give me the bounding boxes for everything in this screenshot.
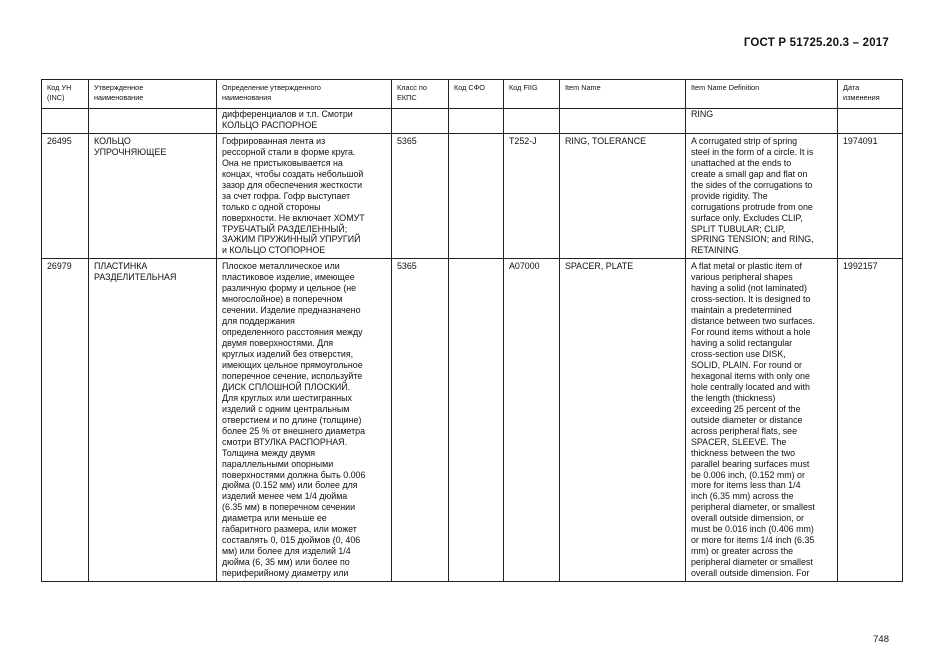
- cell-item-name: SPACER, PLATE: [560, 259, 686, 582]
- cell-definition-en: A flat metal or plastic item of various peripheral shapes having a solid (not laminated) cross-section. It is designed to maintain a predetermined distance between two surfaces. For round items without a hole having a solid rectangular cross-section use DISK, SOLID, PLAIN. For round or hexagonal items with only one hole centrally located and with the length (thickness) exceeding 25 percent of the outside diameter or distance across peripheral flats, see SPACER, SLEEVE. The thickness between the two parallel bearing surfaces must be 0.006 inch, (0.152 mm) or more for items less than 1/4 inch (6.35 mm) across the peripheral diameter, or smallest overall outside dimension, or must be 0.016 inch (0.406 mm) or more for items 1/4 inch (6.35 mm) or greater across the peripheral diameter or smallest overall outside dimension. For: [686, 259, 838, 582]
- col-header-inc: Код УН (INC): [42, 80, 89, 109]
- cell-fiig-code: [504, 109, 560, 134]
- cell-inc: [42, 109, 89, 134]
- col-header-definition-en: Item Name Definition: [686, 80, 838, 109]
- cell-fiig-code: A07000: [504, 259, 560, 582]
- cell-sfo-code: [449, 109, 504, 134]
- catalog-table: [41, 79, 903, 582]
- table-row: [42, 133, 903, 258]
- col-header-name-ru: Утвержденное наименование: [89, 80, 217, 109]
- cell-change-date: 1974091: [838, 133, 903, 258]
- cell-definition-en: A corrugated strip of spring steel in the form of a circle. It is unattached at the ends to create a small gap and flat on the sides of the corrugations to provide rigidity. The corrugations protrude from one surface only. Excludes CLIP, SPLIT TUBULAR; CLIP, SPRING TENSION; and RING, RETAINING: [686, 133, 838, 258]
- cell-fiig-code: T252-J: [504, 133, 560, 258]
- col-header-change-date: Дата изменения: [838, 80, 903, 109]
- page-number: 748: [873, 634, 889, 645]
- col-header-fiig-code: Код FIIG: [504, 80, 560, 109]
- cell-sfo-code: [449, 259, 504, 582]
- cell-definition-ru: Плоское металлическое или пластиковое изделие, имеющее различную форму и цельное (не многослойное) в поперечном сечении. Изделие предназначено для поддержания определенного расстояния между двумя поверхностями. Для круглых изделий без отверстия, имеющих цельное прямоугольное поперечное сечение, используйте ДИСК СПЛОШНОЙ ПЛОСКИЙ. Для круглых или шестигранных изделий с одним центральным отверстием и по длине (толщине) более 25 % от внешнего диаметра смотри ВТУЛКА РАСПОРНАЯ. Толщина между двумя параллельными опорными поверхностями должна быть 0.006 дюйма (0.152 мм) или более для изделий менее чем 1/4 дюйма (6.35 мм) в поперечном сечении диаметра или меньше ее габаритного размера, или может составлять 0, 015 дюймов (0, 406 мм) или более для изделий 1/4 дюйма (6, 35 мм) или более по периферийному диаметру или: [217, 259, 392, 582]
- cell-change-date: [838, 109, 903, 134]
- cell-definition-ru: Гофрированная лента из рессорной стали в форме круга. Она не пристыковывается на концах, чтобы создать небольшой зазор для обеспечения жесткости за счет гофра. Гофр выступает только с одной стороны поверхности. Не включает ХОМУТ ТРУБЧАТЫЙ РАЗДЕЛЕННЫЙ; ЗАЖИМ ПРУЖИННЫЙ УПРУГИЙ и КОЛЬЦО СТОПОРНОЕ: [217, 133, 392, 258]
- table-header-row: [42, 80, 903, 109]
- cell-item-name: [560, 109, 686, 134]
- cell-name-ru: КОЛЬЦО УПРОЧНЯЮЩЕЕ: [89, 133, 217, 258]
- table-row-continued: [42, 109, 903, 134]
- cell-name-ru: ПЛАСТИНКА РАЗДЕЛИТЕЛЬНАЯ: [89, 259, 217, 582]
- cell-definition-en: RING: [686, 109, 838, 134]
- cell-inc: 26979: [42, 259, 89, 582]
- cell-ekps-class: 5365: [392, 133, 449, 258]
- col-header-item-name: Item Name: [560, 80, 686, 109]
- cell-change-date: 1992157: [838, 259, 903, 582]
- document-code: ГОСТ Р 51725.20.3 – 2017: [743, 37, 889, 49]
- cell-ekps-class: 5365: [392, 259, 449, 582]
- cell-name-ru: [89, 109, 217, 134]
- cell-item-name: RING, TOLERANCE: [560, 133, 686, 258]
- cell-ekps-class: [392, 109, 449, 134]
- col-header-sfo-code: Код СФО: [449, 80, 504, 109]
- table-row: [42, 259, 903, 582]
- col-header-ekps-class: Класс по ЕКПС: [392, 80, 449, 109]
- col-header-definition-ru: Определение утвержденного наименования: [217, 80, 392, 109]
- cell-inc: 26495: [42, 133, 89, 258]
- cell-definition-ru: дифференциалов и т.п. Смотри КОЛЬЦО РАСПОРНОЕ: [217, 109, 392, 134]
- cell-sfo-code: [449, 133, 504, 258]
